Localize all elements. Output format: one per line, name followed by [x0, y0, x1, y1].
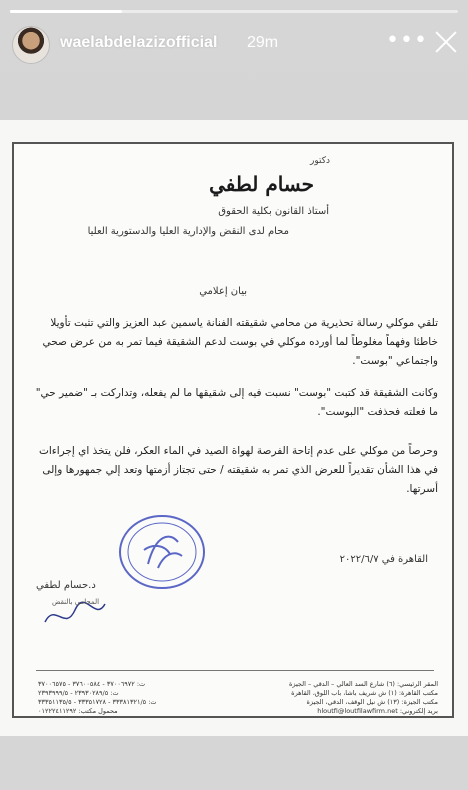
- footer-contact-phones: [38, 680, 218, 716]
- signature-name: د.حسام لطفي: [36, 580, 96, 591]
- footer-addresses: [238, 680, 438, 716]
- footer-right-line: مكتب الجيزة: (١٣) ش نيل الوقف، الدقي، الجيزة: [306, 698, 438, 706]
- footer-left-line: ت: ٣٧٠٠٦٩٧٢ - ٣٧٦٠٠٥٨٤ - ٣٧٠٠٦٥٧٥: [38, 680, 146, 688]
- doc-date: القاهرة في ٢٠٢٢/٦/٧: [339, 554, 428, 565]
- close-icon[interactable]: [432, 28, 460, 56]
- doc-paragraph-1: تلقي موكلي رسالة تحذيرية من محامي شقيقته الفنانة ياسمين عبد العزيز والتي تثبت تأويلا خاطئا وفهماً مغلوطاً لما أورده موكلي في بوست لدعم الشقيقة فيما تمر به من عرض صحي واجتماعي "بوست".: [42, 317, 438, 367]
- footer-divider: [36, 670, 434, 671]
- document-image: [0, 120, 468, 736]
- story-progress-fill: [10, 10, 122, 13]
- footer-left-line: ت: ٢٣٩٣٠٢٨٩/٥ - ٢٣٩٣٩٩٩/٥: [38, 689, 119, 697]
- avatar[interactable]: [12, 26, 50, 64]
- doc-heading: بيان إعلامي: [199, 286, 247, 297]
- footer-left-line: ت: ٣٣٣٨١٣٢١/٥ - ٣٣٣٥١٧٢٨ - ٣٣٣٥١١٣٥/٥: [38, 698, 157, 706]
- footer-right-line: مكتب القاهرة: (١) ش شريف باشا، باب اللوق، القاهرة: [291, 689, 438, 697]
- footer-right-line: المقر الرئيسي: (٦) شارع السد العالي – الدقي – الجيزة: [288, 680, 438, 688]
- doc-paragraph-2: وكانت الشقيقة قد كتبت "بوست" نسبت فيه إلى شقيقها ما لم يفعله، وتداركت بـ "ضمير حي" ما فعلته فحذفت "البوست".: [35, 387, 438, 418]
- story-progress-bar: [10, 10, 458, 13]
- doc-paragraph-3: وحرصاً من موكلي على عدم إتاحة الفرصة لهواة الصيد في الماء العكر، فلن يتخذ اي إجراءات في هذا الشأن تقديراً للعرض الذي تمر به شقيقته / حتى تجتاز أزمتها وتعد إلي جمهورها وإلى أسرتها.: [38, 445, 438, 495]
- doc-subtitle-2: محام لدى النقض والإدارية العليا والدستورية العليا: [87, 226, 289, 237]
- footer-right-line: بريد إلكتروني: hloutfi@loutfilawfirm.net: [317, 707, 438, 715]
- story-header: [0, 20, 468, 70]
- post-time: 29m: [247, 34, 279, 51]
- document-frame: [12, 142, 454, 718]
- username[interactable]: waelabdelazizofficial: [60, 34, 218, 51]
- more-options-icon[interactable]: •••: [386, 28, 428, 53]
- signature-title: المحامي بالنقض: [52, 598, 100, 606]
- footer-left-line: محمول مكتب: ٠١٢٢٢٤١١٢٩٢: [38, 707, 118, 715]
- seal-stamp: [118, 514, 206, 590]
- doc-subtitle-1: أستاذ القانون بكلية الحقوق: [218, 206, 329, 217]
- doc-name: حسام لطفي: [209, 172, 314, 196]
- story-bottom-area: [0, 736, 468, 790]
- doc-title-small: دكتور: [309, 156, 330, 166]
